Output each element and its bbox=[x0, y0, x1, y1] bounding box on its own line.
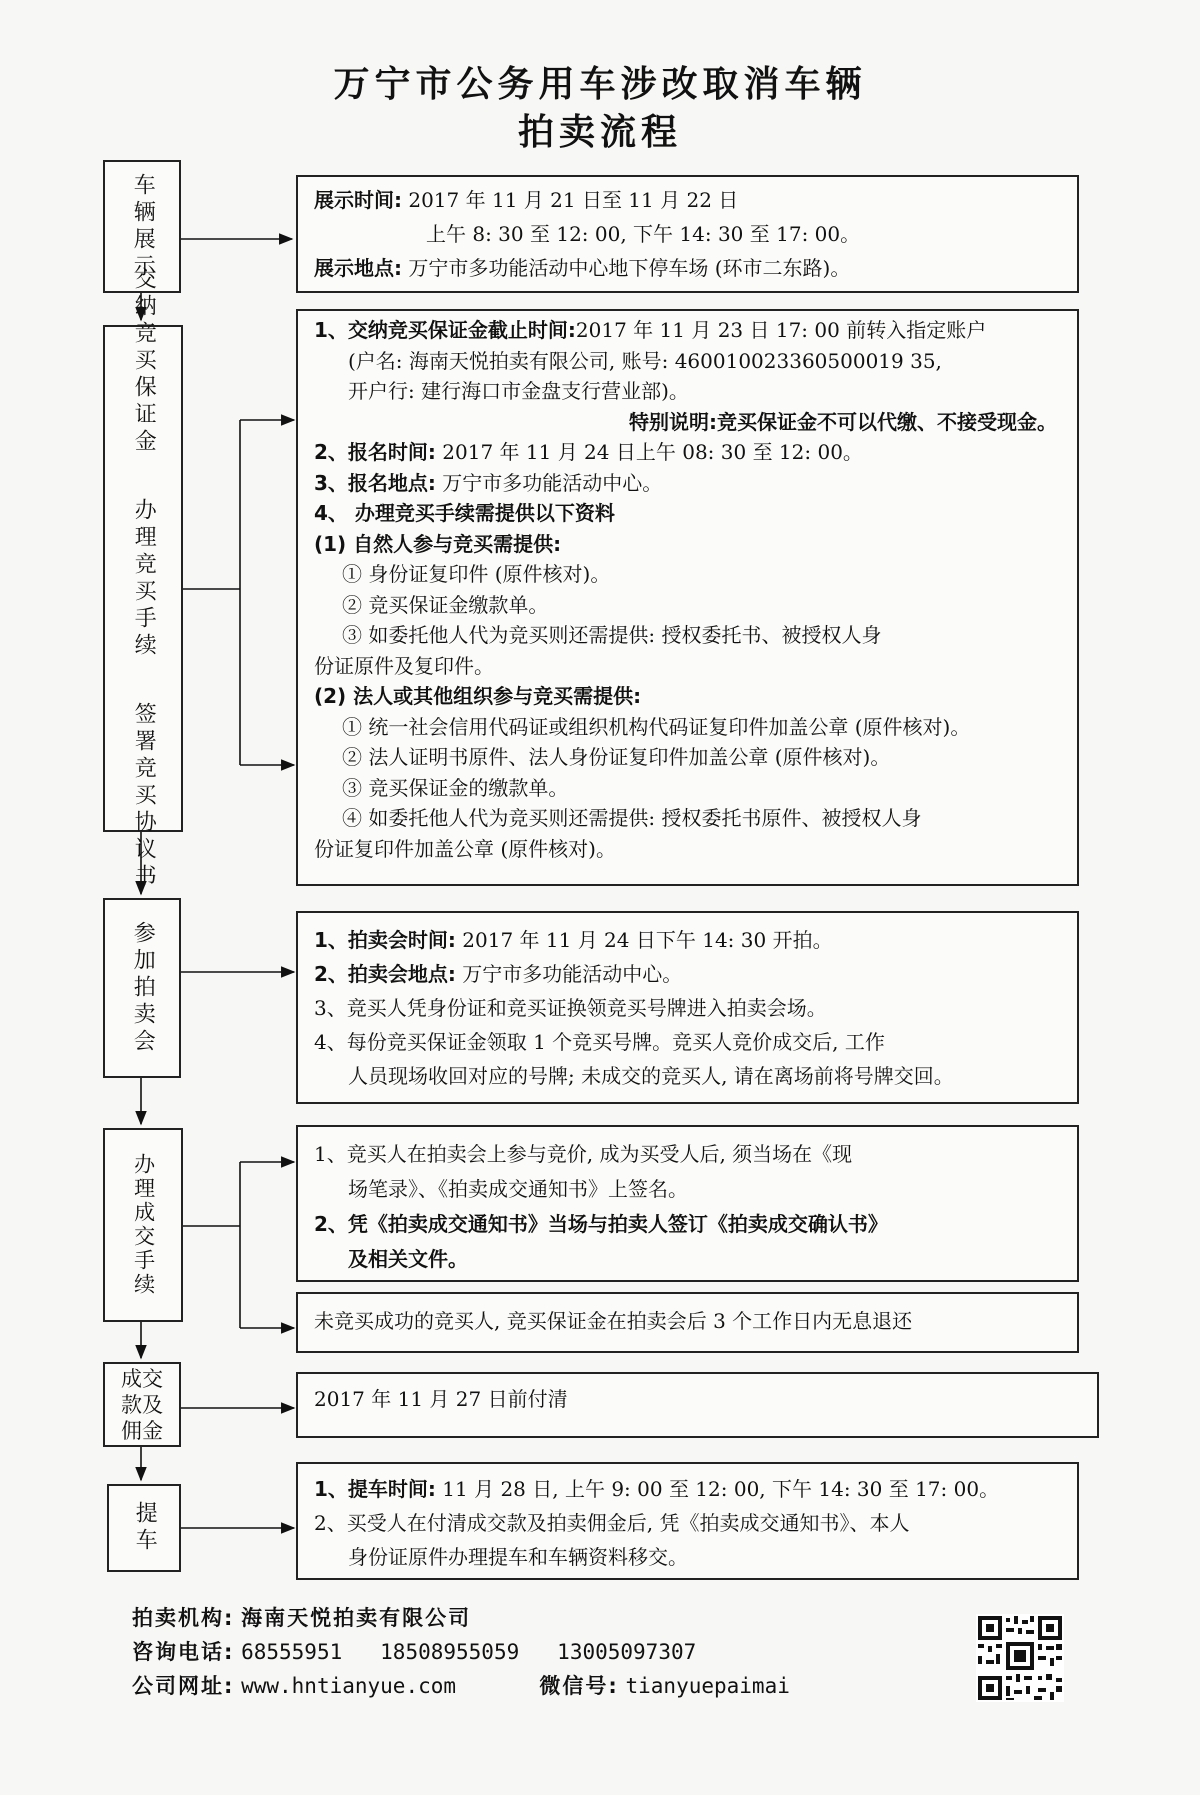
pickup-details-box bbox=[296, 1462, 1079, 1580]
pickup-time-label: 1、提车时间: bbox=[314, 1477, 436, 1501]
list-item: ② 竞买保证金缴款单。 bbox=[342, 592, 549, 617]
step-label: 交纳竞买保证金 bbox=[131, 266, 157, 456]
natural-person-heading: (1) 自然人参与竞买需提供: bbox=[314, 531, 562, 556]
display-details-box bbox=[296, 175, 1079, 293]
payment-box bbox=[296, 1372, 1099, 1438]
website-url: www.hntianyue.com bbox=[241, 1674, 457, 1698]
org-label: 拍卖机构: bbox=[132, 1606, 235, 1630]
auction-time-label: 1、拍卖会时间: bbox=[314, 928, 456, 952]
step-label: 办理成交手续 bbox=[131, 1153, 156, 1297]
auction-place-value: 万宁市多功能活动中心。 bbox=[462, 962, 683, 986]
auction-time-value: 2017 年 11 月 24 日下午 14: 30 开拍。 bbox=[462, 928, 833, 952]
step-label: 车辆展示 bbox=[130, 172, 156, 281]
auction-details-box bbox=[296, 911, 1079, 1104]
registration-place-label: 3、报名地点: bbox=[314, 470, 436, 495]
list-item-continued: 场笔录》、《拍卖成交通知书》上签名。 bbox=[348, 1177, 688, 1201]
deposit-account: (户名: 海南天悦拍卖有限公司, 账号: 460010023360500019 35, bbox=[348, 348, 942, 373]
list-item: ② 法人证明书原件、法人身份证复印件加盖公章 (原件核对)。 bbox=[342, 745, 891, 769]
step-payment bbox=[103, 1362, 181, 1447]
list-item: 4、每份竞买保证金领取 1 个竞买号牌。竞买人竞价成交后, 工作 bbox=[314, 1030, 885, 1054]
display-time-label: 展示时间: bbox=[314, 188, 402, 212]
refund-box bbox=[296, 1292, 1079, 1353]
list-item: 1、竞买人在拍卖会上参与竞价, 成为买受人后, 须当场在《现 bbox=[314, 1142, 853, 1166]
payment-deadline: 2017 年 11 月 27 日前付清 bbox=[314, 1387, 568, 1411]
auction-place-label: 2、拍卖会地点: bbox=[314, 962, 456, 986]
list-item-continued: 份证复印件加盖公章 (原件核对)。 bbox=[314, 836, 616, 861]
list-item-continued: 及相关文件。 bbox=[348, 1247, 468, 1271]
wechat-label: 微信号: bbox=[539, 1674, 619, 1698]
registration-place-value: 万宁市多功能活动中心。 bbox=[442, 470, 663, 495]
phone-label: 咨询电话: bbox=[132, 1640, 235, 1664]
deposit-bank: 开户行: 建行海口市金盘支行营业部)。 bbox=[348, 379, 689, 403]
deposit-details-box bbox=[296, 309, 1079, 886]
step-label: 款及 bbox=[121, 1392, 163, 1417]
display-time-value: 2017 年 11 月 21 日至 11 月 22 日 bbox=[408, 188, 739, 212]
special-note-value: 竞买保证金不可以代缴、不接受现金。 bbox=[717, 409, 1057, 434]
list-item: 3、竞买人凭身份证和竞买证换领竞买号牌进入拍卖会场。 bbox=[314, 996, 827, 1020]
step-label: 办理竞买手续 bbox=[131, 497, 157, 660]
list-item: 2、凭《拍卖成交通知书》当场与拍卖人签订《拍卖成交确认书》 bbox=[314, 1212, 888, 1236]
footer-info bbox=[132, 1601, 912, 1703]
step-pickup bbox=[107, 1484, 181, 1572]
step-label: 成交 bbox=[121, 1366, 163, 1391]
pickup-time-value: 11 月 28 日, 上午 9: 00 至 12: 00, 下午 14: 30 至 17: 00。 bbox=[442, 1477, 1000, 1501]
list-item: ③ 竞买保证金的缴款单。 bbox=[342, 775, 569, 800]
step-label: 提车 bbox=[132, 1501, 158, 1555]
step-deposit bbox=[103, 266, 183, 891]
step-label: 签署竞买协议书 bbox=[131, 701, 157, 891]
refund-text: 未竞买成功的竞买人, 竞买保证金在拍卖会后 3 个工作日内无息退还 bbox=[314, 1309, 913, 1333]
step-auction bbox=[103, 898, 181, 1078]
deal-details-box bbox=[296, 1125, 1079, 1282]
step-deal bbox=[103, 1128, 183, 1322]
org-value: 海南天悦拍卖有限公司 bbox=[241, 1606, 472, 1630]
qr-code-icon bbox=[976, 1614, 1064, 1702]
phone-numbers: 68555951 18508955059 13005097307 bbox=[241, 1640, 697, 1664]
list-item-continued: 身份证原件办理提车和车辆资料移交。 bbox=[348, 1545, 688, 1569]
registration-time-value: 2017 年 11 月 24 日上午 08: 30 至 12: 00。 bbox=[442, 440, 863, 464]
list-item: 2、买受人在付清成交款及拍卖佣金后, 凭《拍卖成交通知书》、本人 bbox=[314, 1511, 910, 1535]
step-label: 佣金 bbox=[121, 1418, 163, 1443]
registration-time-label: 2、报名时间: bbox=[314, 440, 436, 464]
website-label: 公司网址: bbox=[132, 1674, 235, 1698]
display-place-value: 万宁市多功能活动中心地下停车场 (环市二东路)。 bbox=[408, 256, 851, 280]
list-item: ① 身份证复印件 (原件核对)。 bbox=[342, 562, 611, 586]
list-item: ① 统一社会信用代码证或组织机构代码证复印件加盖公章 (原件核对)。 bbox=[342, 714, 971, 739]
display-place-label: 展示地点: bbox=[314, 256, 402, 280]
display-hours: 上午 8: 30 至 12: 00, 下午 14: 30 至 17: 00。 bbox=[426, 222, 861, 246]
special-note-label: 特别说明: bbox=[629, 409, 717, 434]
list-item-continued: 份证原件及复印件。 bbox=[314, 653, 494, 678]
list-item: ④ 如委托他人代为竞买则还需提供: 授权委托书原件、被授权人身 bbox=[342, 806, 922, 830]
page-subtitle: 拍卖流程 bbox=[517, 112, 682, 153]
list-item: ③ 如委托他人代为竞买则还需提供: 授权委托书、被授权人身 bbox=[342, 623, 882, 647]
list-item-continued: 人员现场收回对应的号牌; 未成交的竞买人, 请在离场前将号牌交回。 bbox=[348, 1064, 954, 1088]
page-title: 万宁市公务用车涉改取消车辆 bbox=[333, 64, 867, 105]
step-label: 参加拍卖会 bbox=[130, 920, 156, 1056]
deposit-deadline-value: 2017 年 11 月 23 日 17: 00 前转入指定账户 bbox=[575, 318, 987, 342]
deposit-deadline-label: 1、交纳竞买保证金截止时间: bbox=[314, 318, 576, 342]
legal-entity-heading: (2) 法人或其他组织参与竞买需提供: bbox=[314, 684, 642, 708]
wechat-id: tianyuepaimai bbox=[625, 1674, 790, 1698]
materials-heading: 4、 办理竞买手续需提供以下资料 bbox=[314, 501, 615, 525]
